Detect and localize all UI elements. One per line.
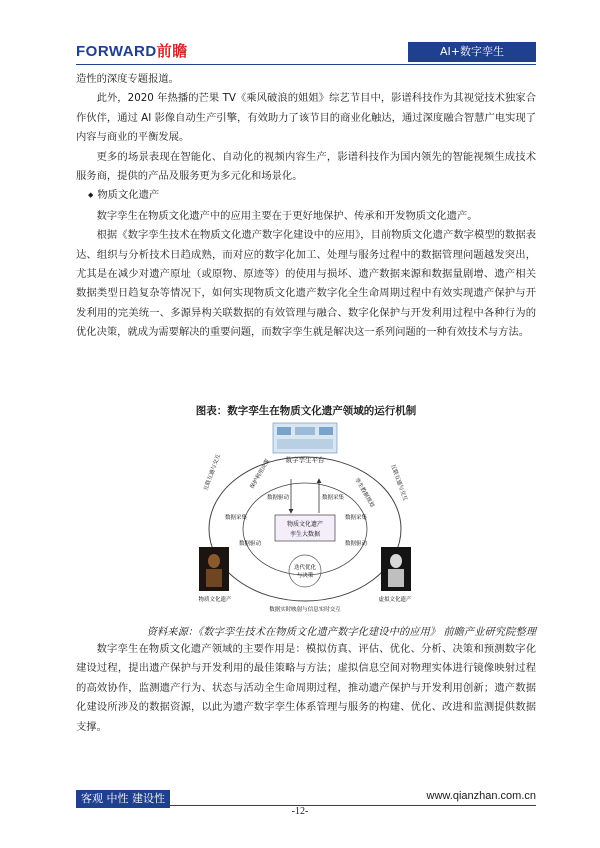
forward-logo	[76, 40, 188, 61]
page-number: -12-	[291, 806, 309, 817]
paragraph: 根据《数字孪生技术在物质文化遗产数字化建设中的应用》，目前物质文化遗产数字模型的数据表达、组织与分析技术日趋成熟，而对应的数字化加工、处理与服务过程中的数据管理问题越发突出，尤其是在减少对遗产原址（或原物、原迹等）的使用与损坏、遗产数据来源和数据量剧增、遗产相关数据类型日趋复杂等情况下，如何实现物质文化遗产数字化全生命周期过程中有效实现遗产保护与开发利用的完美统一、多源异构关联数据的有效管理与融合、数字化保护与开发利用过程中各种行为的优化决策，就成为需要解决的重要问题，而数字孪生就是解决这一系列问题的一种有效技术与方法。	[76, 229, 536, 339]
data-collect-top: 数据采集	[322, 495, 345, 501]
bottom-label-2: 与决策	[296, 573, 314, 579]
logo-cn: 前瞻	[156, 43, 188, 60]
virtual-heritage-image	[381, 547, 411, 591]
header-tag: AI+数字孪生	[408, 42, 536, 62]
physical-heritage-image	[199, 547, 229, 591]
paragraph: 更多的场景表现在智能化、自动化的视频内容生产，影谱科技作为国内领先的智能视频生成技术服务商，提供的产品及服务更为多元化和场景化。	[76, 150, 536, 183]
paragraph: 数字孪生在物质文化遗产中的应用主要在于更好地保护、传承和开发物质文化遗产。	[96, 209, 478, 222]
data-drive-top: 数据驱动	[266, 495, 289, 501]
footer-url: www.qianzhan.com.cn	[426, 790, 536, 802]
physical-label: 物质文化遗产	[198, 597, 232, 603]
bullet-heading: ◆ 物质文化遗产	[76, 186, 536, 206]
data-collect-left: 数据采集	[225, 515, 248, 521]
paragraph: 数字孪生在物质文化遗产领域的主要作用是：模拟仿真、评估、优化、分析、决策和预测数字化建设过程，提出遗产保护与开发利用的最佳策略与方法；虚拟信息空间对物理实体进行镜像映射过程的高效协作，监测遗产行为、状态与活动全生命周期过程，推动遗产保护与开发利用创新；遗产数据化建设所涉及的数据资源，以此为遗产数字孪生体系管理与服务的构建、优化、改进和监测提供数据支撑。	[76, 643, 536, 733]
right-inner-arc-label: 孪生数据规划	[353, 477, 375, 509]
bottom-caption: 数据实时映射与信息实时交互	[269, 607, 341, 613]
data-collect-right: 数据采集	[345, 515, 368, 521]
virtual-label: 虚拟文化遗产	[378, 597, 412, 603]
data-drive-left: 数据驱动	[239, 541, 262, 547]
left-outer-arc-label: 互联互通与交互	[203, 453, 223, 492]
body-text-2	[76, 640, 536, 737]
page-header	[76, 38, 536, 64]
body-text	[76, 70, 536, 343]
header-rule	[76, 64, 536, 65]
diagram-svg	[195, 421, 415, 617]
mechanism-diagram	[195, 421, 415, 617]
left-inner-arc-label: 保护利用决策	[249, 458, 272, 490]
platform-image	[273, 423, 337, 453]
footer-slogan: 客观 中性 建设性	[76, 790, 170, 808]
iteration-circle	[289, 555, 321, 587]
figure-source: 资料来源：《数字孪生技术在物质文化遗产数字化建设中的应用》 前瞻产业研究院整理	[146, 626, 536, 638]
center-label-2: 孪生大数据	[289, 531, 321, 538]
right-outer-arc-label: 互联互通与交互	[389, 463, 408, 502]
platform-label: 数字孪生平台	[285, 456, 325, 464]
paragraph: 此外，2020 年热播的芒果 TV《乘风破浪的姐姐》综艺节目中，影谱科技作为其视觉技术独家合作伙伴，通过 AI 影像自动生产引擎，有效助力了该节目的商业化触达，通过深度融合智慧广电实现了内容与商业的平衡发展。	[76, 92, 536, 144]
paragraph: 造性的深度专题报道。	[76, 73, 179, 85]
logo-text: FORWARD	[76, 43, 157, 60]
data-drive-right: 数据驱动	[345, 541, 368, 547]
figure-title: 图表：数字孪生在物质文化遗产领域的运行机制	[195, 405, 417, 417]
center-label-1: 物质文化遗产	[286, 521, 324, 528]
bottom-label-1: 迭代优化	[293, 565, 317, 571]
